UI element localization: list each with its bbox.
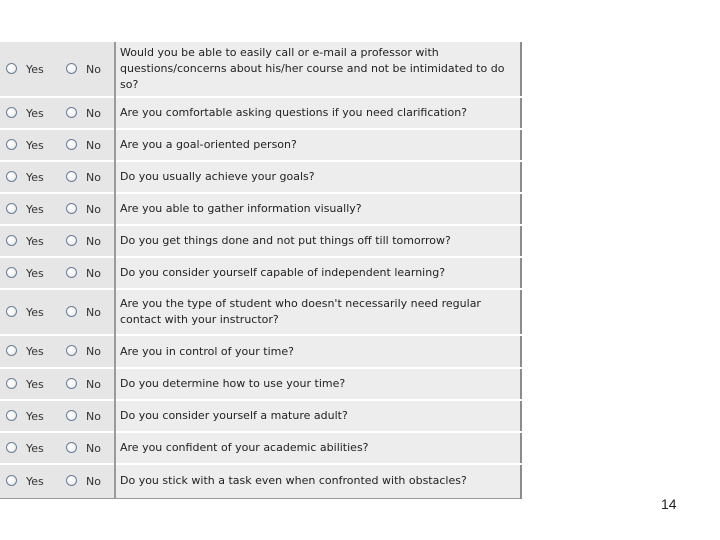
radio-button-icon[interactable] (66, 171, 77, 182)
yes-label: Yes (26, 266, 44, 280)
yes-option[interactable] (0, 464, 64, 498)
survey-body (0, 41, 521, 498)
no-label: No (86, 441, 101, 455)
yes-option[interactable] (0, 335, 64, 368)
table-row (0, 193, 521, 225)
yes-label: Yes (26, 106, 44, 120)
yes-label: Yes (26, 474, 44, 488)
yes-label: Yes (26, 202, 44, 216)
radio-button-icon[interactable] (66, 139, 77, 150)
table-row (0, 400, 521, 432)
table-row (0, 129, 521, 161)
radio-button-icon[interactable] (66, 410, 77, 421)
yes-label: Yes (26, 305, 44, 319)
radio-button-icon[interactable] (6, 410, 17, 421)
radio-button-icon[interactable] (66, 475, 77, 486)
radio-button-icon[interactable] (66, 63, 77, 74)
question-text: Do you get things done and not put things off till tomorrow? (115, 225, 521, 257)
no-label: No (86, 409, 101, 423)
table-row (0, 41, 521, 97)
no-label: No (86, 234, 101, 248)
no-option[interactable] (64, 161, 115, 193)
question-text: Do you usually achieve your goals? (115, 161, 521, 193)
table-row (0, 97, 521, 129)
table-row (0, 335, 521, 368)
radio-button-icon[interactable] (66, 306, 77, 317)
yes-option[interactable] (0, 129, 64, 161)
question-text: Are you in control of your time? (115, 335, 521, 368)
yes-label: Yes (26, 170, 44, 184)
radio-button-icon[interactable] (66, 107, 77, 118)
no-option[interactable] (64, 257, 115, 289)
table-row (0, 289, 521, 335)
radio-button-icon[interactable] (6, 442, 17, 453)
radio-button-icon[interactable] (6, 267, 17, 278)
no-label: No (86, 377, 101, 391)
yes-option[interactable] (0, 368, 64, 400)
no-label: No (86, 170, 101, 184)
yes-option[interactable] (0, 161, 64, 193)
no-option[interactable] (64, 41, 115, 97)
radio-button-icon[interactable] (6, 306, 17, 317)
table-row (0, 368, 521, 400)
no-label: No (86, 266, 101, 280)
radio-button-icon[interactable] (66, 267, 77, 278)
question-text: Are you able to gather information visually? (115, 193, 521, 225)
page-number: 14 (661, 496, 677, 512)
radio-button-icon[interactable] (66, 345, 77, 356)
no-label: No (86, 138, 101, 152)
radio-button-icon[interactable] (6, 107, 17, 118)
question-text: Are you comfortable asking questions if you need clarification? (115, 97, 521, 129)
no-option[interactable] (64, 97, 115, 129)
no-label: No (86, 106, 101, 120)
yes-label: Yes (26, 345, 44, 358)
radio-button-icon[interactable] (6, 475, 17, 486)
no-label: No (86, 62, 101, 76)
table-row (0, 257, 521, 289)
no-option[interactable] (64, 368, 115, 400)
yes-option[interactable] (0, 400, 64, 432)
yes-option[interactable] (0, 432, 64, 464)
yes-label: Yes (26, 377, 44, 391)
yes-label: Yes (26, 409, 44, 423)
no-option[interactable] (64, 193, 115, 225)
question-text: Do you stick with a task even when confronted with obstacles? (115, 464, 521, 498)
table-row (0, 225, 521, 257)
yes-option[interactable] (0, 41, 64, 97)
table-row (0, 161, 521, 193)
radio-button-icon[interactable] (6, 345, 17, 356)
radio-button-icon[interactable] (6, 203, 17, 214)
no-label: No (86, 345, 101, 358)
yes-option[interactable] (0, 257, 64, 289)
no-option[interactable] (64, 464, 115, 498)
no-option[interactable] (64, 225, 115, 257)
yes-option[interactable] (0, 289, 64, 335)
yes-option[interactable] (0, 97, 64, 129)
radio-button-icon[interactable] (6, 235, 17, 246)
yes-option[interactable] (0, 225, 64, 257)
table-row (0, 464, 521, 498)
no-option[interactable] (64, 289, 115, 335)
radio-button-icon[interactable] (66, 203, 77, 214)
question-text: Are you confident of your academic abilities? (115, 432, 521, 464)
no-label: No (86, 474, 101, 488)
radio-button-icon[interactable] (66, 442, 77, 453)
no-option[interactable] (64, 432, 115, 464)
no-label: No (86, 202, 101, 216)
yes-option[interactable] (0, 193, 64, 225)
radio-button-icon[interactable] (6, 171, 17, 182)
question-text: Are you a goal-oriented person? (115, 129, 521, 161)
no-option[interactable] (64, 400, 115, 432)
radio-button-icon[interactable] (66, 235, 77, 246)
yes-label: Yes (26, 138, 44, 152)
radio-button-icon[interactable] (66, 378, 77, 389)
radio-button-icon[interactable] (6, 378, 17, 389)
no-option[interactable] (64, 335, 115, 368)
question-text: Do you consider yourself capable of independent learning? (115, 257, 521, 289)
self-assessment-survey (0, 40, 522, 499)
question-text: Would you be able to easily call or e-mail a professor with questions/concerns about his/her course and not be intimidated to do so? (115, 41, 521, 97)
yes-label: Yes (26, 441, 44, 455)
question-text: Do you determine how to use your time? (115, 368, 521, 400)
no-option[interactable] (64, 129, 115, 161)
question-text: Are you the type of student who doesn't necessarily need regular contact with your instructor? (115, 289, 521, 335)
yes-label: Yes (26, 62, 44, 76)
table-row (0, 432, 521, 464)
radio-button-icon[interactable] (6, 139, 17, 150)
radio-button-icon[interactable] (6, 63, 17, 74)
yes-label: Yes (26, 234, 44, 248)
no-label: No (86, 305, 101, 319)
question-text: Do you consider yourself a mature adult? (115, 400, 521, 432)
